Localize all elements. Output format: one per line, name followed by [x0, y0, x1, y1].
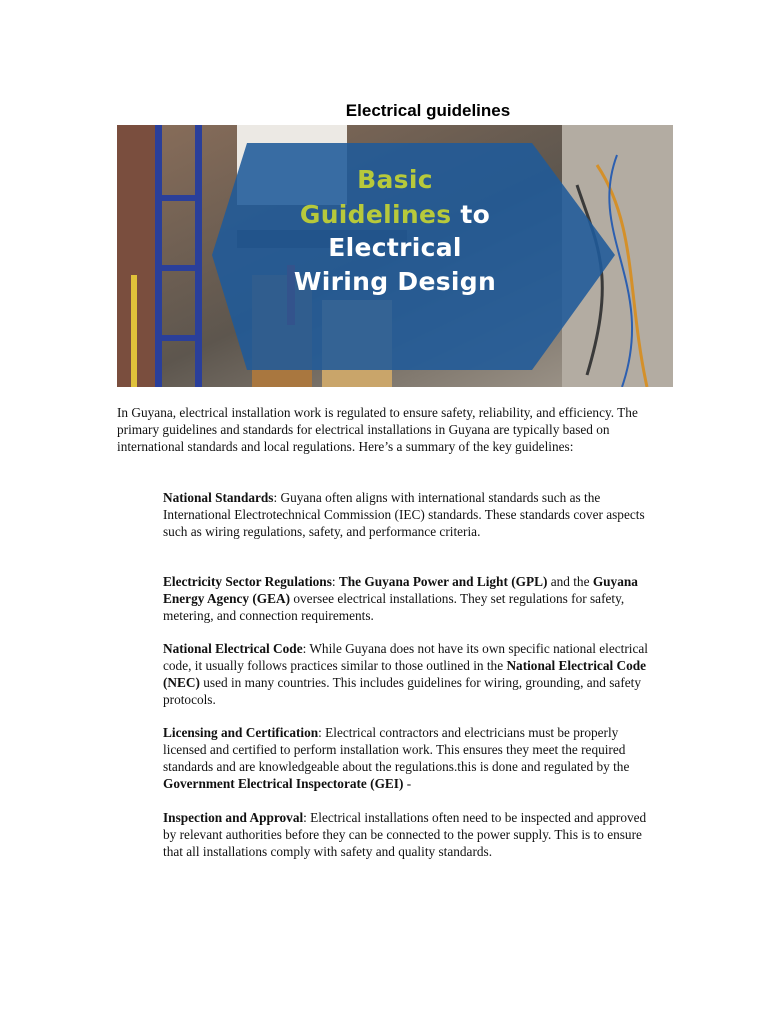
hero-heading: [117, 125, 673, 387]
gei-name: Government Electrical Inspectorate (GEI): [163, 776, 404, 791]
nec-name: National Electrical Code (NEC): [163, 658, 647, 690]
hero-line-2-rest: to: [451, 200, 491, 229]
section-heading: Licensing and Certification: [163, 725, 319, 740]
gpl-name: The Guyana Power and Light (GPL): [338, 574, 548, 589]
hero-line-1: Basic: [357, 165, 433, 194]
section-body: : Electrical contractors and electricians must be properly licensed and certified to perform installation work. This ensures they meet the required standards and are knowledgeable about the regulations.this is done and regulated by the: [163, 725, 630, 774]
section-licensing-and-certification: [163, 724, 658, 792]
intro-paragraph: In Guyana, electrical installation work is regulated to ensure safety, reliability, and efficiency. The primary guidelines and standards for electrical installations in Guyana are typically based on international standards and local regulations. Here’s a summary of the key guidelines:: [117, 405, 638, 454]
section-body: : While Guyana does not have its own specific national electrical code, it usually follows practices similar to those outlined in the: [163, 641, 648, 673]
section-heading: Inspection and Approval: [163, 810, 304, 825]
section-body: used in many countries. This includes guidelines for wiring, grounding, and safety protocols.: [163, 675, 641, 707]
section-inspection-and-approval: [163, 809, 658, 860]
hero-line-2-accent: Guidelines: [299, 200, 452, 229]
page-title: Electrical guidelines: [345, 101, 511, 120]
section-electricity-sector-regulations: [163, 573, 658, 624]
section-body: and the: [547, 574, 593, 589]
section-body: oversee electrical installations. They set regulations for safety, metering, and connection requirements.: [163, 591, 625, 623]
hero-line-4: Wiring Design: [293, 267, 497, 296]
section-body: : Guyana often aligns with international standards such as the International Electrotechnical Commission (IEC) standards. These standards cover aspects such as wiring regulations, safety, and performance criteria.: [163, 490, 645, 539]
section-national-standards: [163, 489, 658, 540]
section-body: :: [331, 574, 339, 589]
section-national-electrical-code: [163, 640, 658, 708]
section-heading: National Standards: [163, 490, 274, 505]
hero-image: [117, 125, 673, 387]
section-heading: Electricity Sector Regulations: [163, 574, 332, 589]
hero-line-2: [175, 200, 615, 229]
section-heading: National Electrical Code: [163, 641, 303, 656]
section-body: -: [403, 776, 412, 791]
gea-name: Guyana Energy Agency (GEA): [163, 574, 638, 606]
hero-line-3: Electrical: [328, 233, 462, 262]
section-body: : Electrical installations often need to be inspected and approved by relevant authorities before they can be connected to the power supply. This is to ensure that all installations comply with safety and quality standards.: [163, 810, 647, 859]
